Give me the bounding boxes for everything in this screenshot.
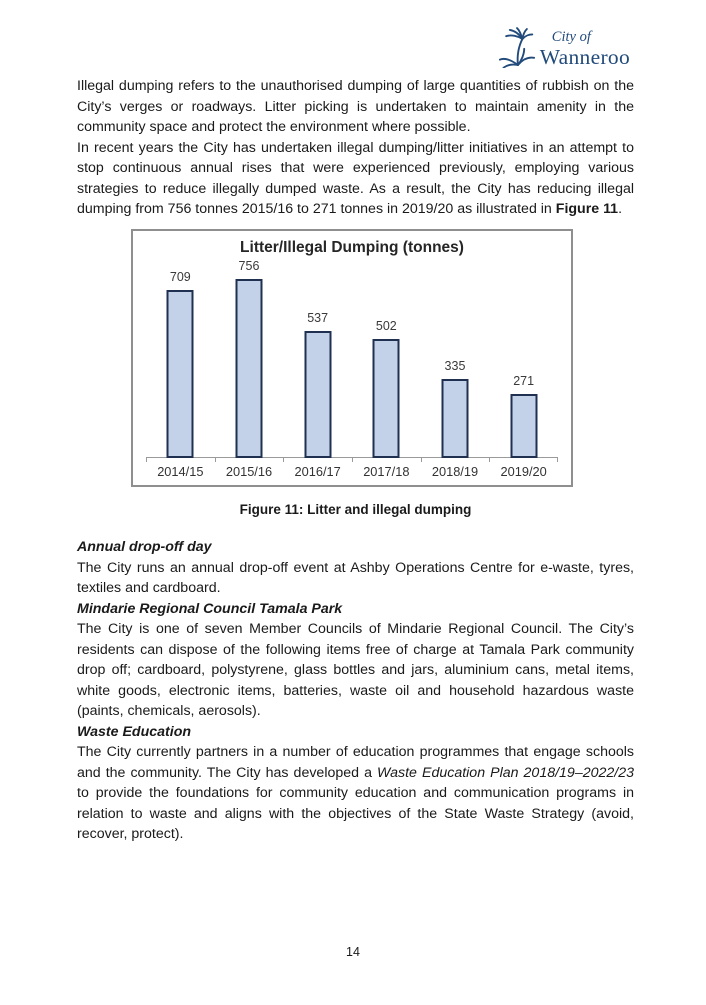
bar-2017-18 xyxy=(373,339,400,458)
section-body-annual-drop-off-day: The City runs an annual drop-off event at Ashby Operations Centre for e-waste, tyres, textiles and cardboard. xyxy=(77,559,634,596)
waste-education-plan-title: Waste Education Plan 2018/19–2022/23 xyxy=(377,764,635,781)
bar-2014-15 xyxy=(167,290,194,458)
axis-tick xyxy=(146,458,147,462)
chart-category-2016-17 xyxy=(283,231,352,479)
figure-caption: Figure 11: Litter and illegal dumping xyxy=(239,501,472,517)
figure-11-reference: Figure 11 xyxy=(555,201,619,217)
intro-paragraph-1: Illegal dumping refers to the unauthorised dumping of large quantities of rubbish on the City’s verges or roadways. Litter picking is undertaken to maintain amenity in the community space and protect the environment where possible. xyxy=(77,78,634,135)
intro-paragraph-2 xyxy=(77,138,634,220)
chart-category-2019-20 xyxy=(489,231,558,479)
chart-plot xyxy=(146,231,558,479)
axis-tick xyxy=(352,458,353,462)
x-axis-label: 2019/20 xyxy=(500,463,547,479)
waste-education-text-cont: to provide the foundations for community education and communication programs in relation to waste and aligns with the objectives of the State Waste Strategy (avoid, recover, protect). xyxy=(77,785,634,842)
chart-category-2015-16 xyxy=(215,231,284,479)
section-heading-mindarie-regional-council: Mindarie Regional Council Tamala Park xyxy=(77,600,343,617)
axis-tick xyxy=(283,458,284,462)
chart-title: Litter/Illegal Dumping (tonnes) xyxy=(240,238,464,256)
axis-tick xyxy=(489,458,490,462)
bar-2019-20 xyxy=(510,394,537,458)
logo-wanneroo: Wanneroo xyxy=(539,44,630,69)
chart-category-2017-18 xyxy=(352,231,421,479)
chart-category-2018-19 xyxy=(421,231,490,479)
bar-value-label: 709 xyxy=(169,270,191,284)
bar-2016-17 xyxy=(304,331,331,458)
x-axis-label: 2014/15 xyxy=(157,463,204,479)
axis-tick xyxy=(421,458,422,462)
figure-11-chart xyxy=(131,229,573,487)
x-axis-label: 2015/16 xyxy=(225,463,273,479)
kangaroo-paw-icon xyxy=(499,26,535,68)
section-body-waste-education xyxy=(77,742,634,845)
bar-value-label: 537 xyxy=(307,311,329,325)
chart-category-2014-15 xyxy=(146,231,215,479)
bar-value-label: 335 xyxy=(444,359,466,373)
x-axis-label: 2018/19 xyxy=(431,463,479,479)
bar-2015-16 xyxy=(235,279,262,458)
axis-tick xyxy=(557,458,558,462)
waste-education-text: The City currently partners in a number of education programmes that engage schools and the community. The City has developed a xyxy=(77,744,634,781)
bar-value-label: 271 xyxy=(513,374,535,388)
intro-paragraph-2-text: In recent years the City has undertaken illegal dumping/litter initiatives in an attempt to stop continuous annual rises that were experienced previously, employing various strategies to reduce illegally dumped waste. As a result, the City has reducing illegal dumping from 756 tonnes 2015/16 to 271 tonnes in 2019/20 as illustrated in xyxy=(77,139,634,217)
section-heading-waste-education: Waste Education xyxy=(77,723,192,740)
intro-paragraph-2-period: . xyxy=(618,201,623,217)
logo-city-of: City of xyxy=(551,29,591,45)
x-axis-label: 2016/17 xyxy=(294,463,341,479)
bar-value-label: 756 xyxy=(238,259,260,273)
x-axis-label: 2017/18 xyxy=(363,463,410,479)
page-number: 14 xyxy=(346,945,360,959)
section-heading-annual-drop-off-day: Annual drop-off day xyxy=(77,539,212,555)
bar-2018-19 xyxy=(441,379,468,458)
bar-value-label: 502 xyxy=(375,319,397,333)
axis-tick xyxy=(215,458,216,462)
spacer xyxy=(77,520,634,537)
section-body-mindarie-regional-council: The City is one of seven Member Councils of Mindarie Regional Council. The City’s residents can dispose of the following items free of charge at Tamala Park community drop off; cardboard, polystyrene, glass bottles and jars, aluminium cans, metal items, white goods, electronic items, batteries, waste oil and household hazardous waste (paints, chemicals, aerosols). xyxy=(77,621,634,719)
city-of-wanneroo-logo xyxy=(499,24,630,68)
